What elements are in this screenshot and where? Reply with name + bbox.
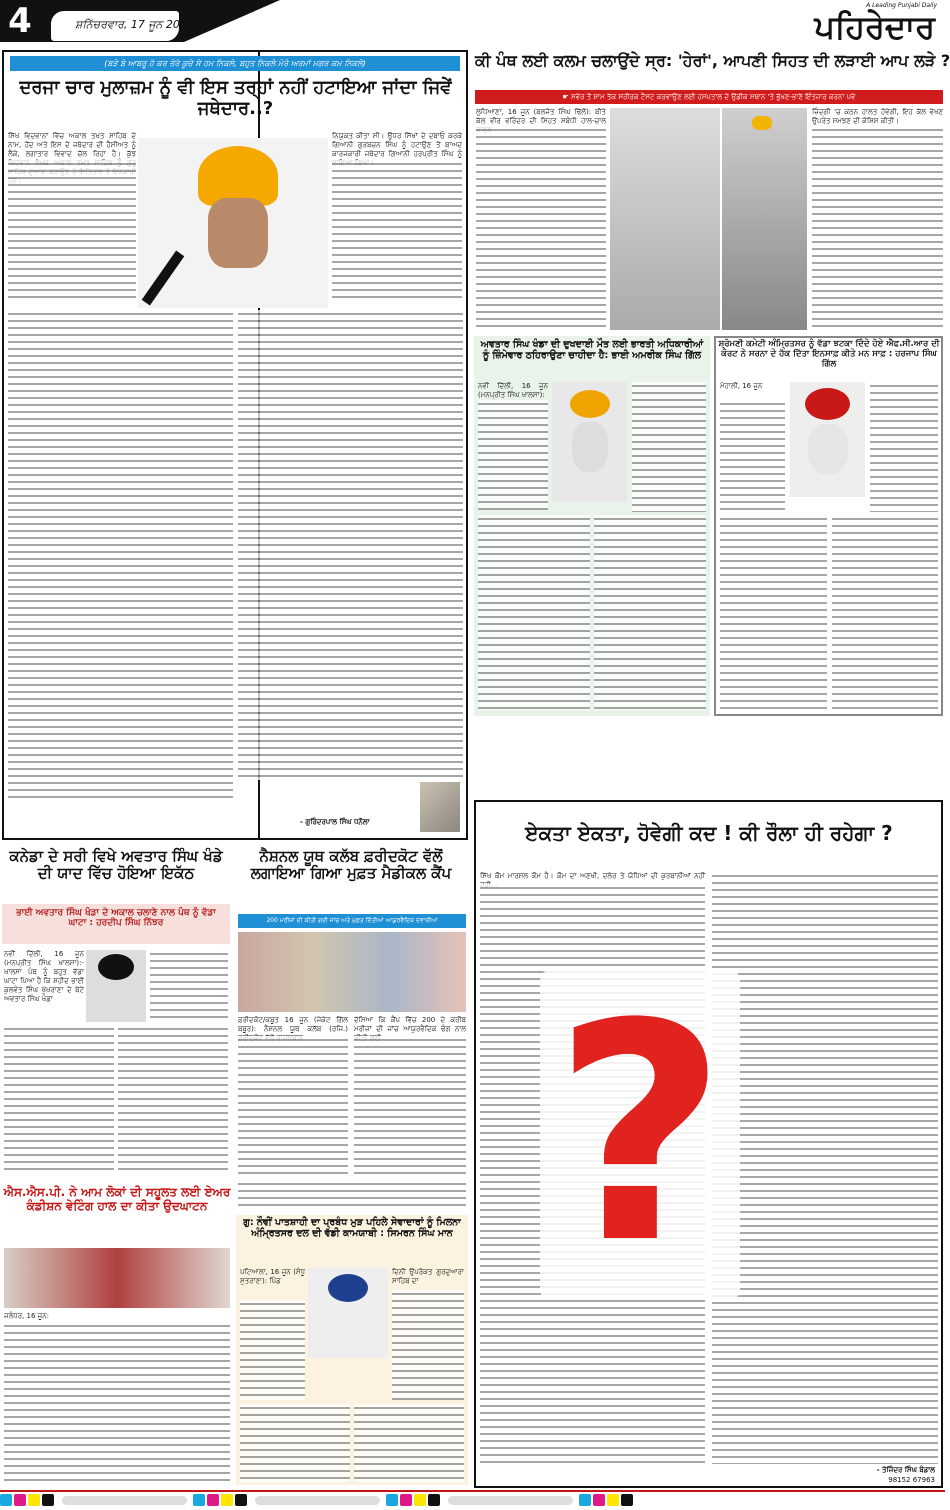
text-column (238, 1180, 466, 1210)
turban (98, 954, 134, 980)
text-column (712, 872, 938, 1464)
headline: ਐਸ.ਐਸ.ਪੀ. ਨੇ ਆਮ ਲੋਕਾਂ ਦੀ ਸਹੂਲਤ ਲਈ ਏਅਰ ਕੰਡੀਸ਼ਨ ਵੇਟਿੰਗ ਹਾਲ ਦਾ ਕੀਤਾ ਉਦਘਾਟਨ (3, 1185, 231, 1213)
quote-banner: (ਬੜੇ ਬੇ ਆਬਰੂ ਹੋ ਕਰ ਤੇਰੇ ਕੂਚੇ ਸੇ ਹਮ ਨਿਕਲੇ, ਬਹੁਤ ਨਿਕਲੇ ਮੇਰੇ ਅਰਮਾਂ ਮਗਰ ਕਮ ਨਿਕਲੇ) (10, 56, 460, 71)
tagline: A Leading Punjabi Daily (866, 2, 937, 9)
text-column (478, 515, 590, 710)
headline: ਅਵਤਾਰ ਸਿੰਘ ਖੰਡਾ ਦੀ ਦੁਖਦਾਈ ਮੌਤ ਲਈ ਭਾਰਤੀ ਅਧਿਕਾਰੀਆਂ ਨੂੰ ਜ਼ਿੰਮੇਵਾਰ ਠਹਿਰਾਉਣਾ ਚਾਹੀਦਾ ਹੈ: ਭਾਈ ਅਮਰੀਕ ਸਿੰਘ ਗਿੱਲ (480, 339, 704, 361)
text-column (476, 126, 606, 331)
photo-hospital-2 (722, 108, 807, 330)
text-column (238, 310, 463, 780)
gray-bar (62, 1496, 187, 1505)
text-column (832, 515, 938, 710)
text-column (238, 1036, 348, 1176)
cmyk-swatches (579, 1491, 635, 1510)
page-header (0, 0, 945, 48)
text-column (812, 126, 943, 331)
body-text: ਸਿੱਖ ਕੌਮ ਮਾਰਸ਼ਲ ਕੌਮ ਹੈ। ਕੌਮ ਦਾ ਅਣਖੀ, ਦਲੇਰ ਤੇ ਯੋਧਿਆਂ ਦੀ ਕੁਰਬਾਨੀਆਂ ਨਹੀਂ (480, 872, 705, 880)
text-column (8, 310, 233, 800)
beard (808, 424, 848, 474)
turban (570, 390, 610, 418)
headline: ਦਰਜਾ ਚਾਰ ਮੁਲਾਜ਼ਮ ਨੂੰ ਵੀ ਇਸ ਤਰ੍ਹਾਂ ਨਹੀਂ ਹਟਾਇਆ ਜਾਂਦਾ ਜਿਵੇਂ ਜਥੇਦਾਰ..? (19, 77, 452, 119)
text-column (150, 950, 228, 1022)
headline: ਨੈਸ਼ਨਲ ਯੂਥ ਕਲੱਬ ਫ਼ਰੀਦਕੋਟ ਵੱਲੋਂ ਲਗਾਇਆ ਗਿਆ ਮੁਫ਼ਤ ਮੈਡੀਕਲ ਕੈਂਪ (250, 847, 452, 883)
phone: 98152 67963 (888, 1476, 935, 1484)
text-column (870, 382, 938, 512)
headline: ਸ਼੍ਰੋਮਣੀ ਕਮੇਟੀ ਅੰਮ੍ਰਿਤਸਰ ਨੂੰ ਵੱਡਾ ਝਟਕਾ ਦਿੰਦੇ ਹੋਏ ਐਫ.ਸੀ.ਆਰ ਦੀ ਕੋਰਟ ਨੇ ਸਰਨਾ ਦੇ ਹੱਕ ਦਿੱਤਾ ਇਨਸਾਫ਼ ਕੀਤੇ ਮਨ ਸਾਫ਼ : ਹਰਜਾਪ ਸਿੰਘ ਗਿੱਲ (718, 339, 940, 369)
microphone-icon (142, 251, 185, 306)
headline: ਕਨੇਡਾ ਦੇ ਸਰੀ ਵਿਖੇ ਅਵਤਾਰ ਸਿੰਘ ਖੰਡੇ ਦੀ ਯਾਦ ਵਿੱਚ ਹੋਇਆ ਇਕੱਠ (9, 847, 223, 883)
turban (752, 116, 772, 130)
text-column (240, 1300, 305, 1400)
gray-bar (448, 1496, 573, 1505)
date: ਸ਼ਨਿੱਚਰਵਾਰ, 17 ਜੂਨ 2023 (75, 18, 194, 31)
text-column (632, 382, 706, 512)
text-column (354, 1404, 464, 1482)
body-text: ਸਿੱਖ ਵਿਦਵਾਨਾਂ ਵਿੱਚ ਅਕਾਲ ਤਖ਼ਤ ਸਾਹਿਬ ਦੇ ਨਾਮ, ਹੋਂਦ ਅਤੇ ਇਸ ਦੇ ਜਥੇਦਾਰ ਦੀ ਹੈਸੀਅਤ ਨੂੰ ਲੈਕੇ, ਲਗਾਤਾਰ ਵਿਵਾਦ ਚੱਲ ਰਿਹਾ ਹੈ। ਕੁੱਝ (8, 132, 136, 158)
cmyk-swatches (386, 1491, 442, 1510)
body-text: ਮੋਹਾਲੀ, 16 ਜੂਨ (720, 382, 763, 390)
face (208, 198, 268, 268)
headline: ਕੀ ਪੰਥ ਲਈ ਕਲਮ ਚਲਾਉਂਦੇ ਸ੍ਰ: 'ਹੇਰਾਂ', ਆਪਣੀ ਸਿਹਤ ਦੀ ਲੜਾਈ ਆਪ ਲੜੇ ? (475, 51, 950, 70)
text-column (8, 160, 136, 300)
byline: - ਤੇਜਿੰਦਰ ਸਿੰਘ ਬੰਡਾਲ (876, 1466, 935, 1474)
text-column (240, 1404, 350, 1482)
color-registration-bar (0, 1494, 945, 1507)
turban (328, 1274, 368, 1302)
headline: ਗੁ: ਨੌਵੀਂ ਪਾਤਸ਼ਾਹੀ ਦਾ ਪ੍ਰਬੰਧ ਮੁੜ ਪਹਿਲੇ ਸੇਵਾਦਾਰਾਂ ਨੂੰ ਮਿਲਨਾ ਅੰਮ੍ਰਿਤਸਰ ਦਲ ਦੀ ਵੱਡੀ ਕਾਮਯਾਬੀ : ਸਿਮਰਨ ਸਿੰਘ ਮਾਨ (243, 1217, 461, 1239)
text-column (4, 1025, 114, 1175)
body-text: ਨਿਯੁਕਤ ਕੀਤਾ ਸੀ। ਉਧਰ ਸਿੱਖਾਂ ਦੇ ਦਬਾਓ ਕਰਕੇ ਗਿਆਨੀ ਗੁਰਬਚਨ ਸਿੰਘ ਨੂੰ ਹਟਾਉਣ ਤੋਂ ਬਾਅਦ ਕਾਰਜਕਾਰੀ ਜਥੇਦਾਰ ਗਿਆਨੀ ਹਰਪ੍ਰੀਤ ਸਿੰਘ ਨੂੰ (332, 132, 462, 158)
body-text: ਨਵੀਂ ਦਿੱਲੀ, 16 ਜੂਨ (ਮਨਪ੍ਰੀਤ ਸਿੰਘ ਖਾਲਸਾ):- ਖਾਲਸਾ ਪੰਥ ਨੂੰ ਬਹੁਤ ਵੱਡਾ ਘਾਟਾ ਪਿਆ ਹੈ ਕਿ ਸ਼ਹੀਦ ਭਾਈ ਕੁਲਵੰਤ ਸਿੰਘ ਖੁੱਖਰਾਣਾ ਦੇ ਬੇਟੇ ਅਵਤਾਰ ਸਿੰਘ ਖੰਡਾ (4, 950, 84, 1003)
author-photo (420, 782, 460, 832)
text-column (720, 400, 785, 510)
body-text: ਦਿਨੀਂ ਉਪਰੋਕਤ ਗੁਰਦੁਆਰਾ ਸਾਹਿਬ ਦਾ (392, 1268, 464, 1285)
gray-bar (255, 1496, 380, 1505)
subhead: ਭਾਈ ਅਵਤਾਰ ਸਿੰਘ ਖੰਡਾ ਦੇ ਅਕਾਲ ਚਲਾਣੇ ਨਾਲ ਪੰਥ ਨੂੰ ਵੱਡਾ ਘਾਟਾ : ਹਰਦੀਪ ਸਿੰਘ ਨਿੱਝਰ (2, 904, 230, 944)
body-text: ਨਵੀਂ ਦਿੱਲੀ, 16 ਜੂਨ (ਮਨਪ੍ਰੀਤ ਸਿੰਘ ਖਾਲਸਾ): (478, 382, 548, 399)
text-column (354, 1036, 466, 1176)
cmyk-swatches (193, 1491, 249, 1510)
text-column (594, 515, 706, 710)
byline: - ਗੁਰਿੰਦਰਪਾਲ ਸਿੰਘ ਧਨੌਲਾ (300, 818, 370, 826)
photo-simranjit-singh-mann (308, 1268, 388, 1358)
page-number: 4 (0, 0, 40, 42)
text-column (332, 160, 462, 300)
body-text: ਜਲੰਧਰ, 16 ਜੂਨ: (4, 1312, 49, 1320)
text-column (392, 1290, 464, 1400)
body-text: ਦੱਸਿਆ ਕਿ ਕੈਂਪ ਵਿੱਚ 200 ਦੇ ਕਰੀਬ ਮਰੀਜ਼ਾਂ ਦੀ ਜਾਂਚ ਆਯੁਰਵੈਦਿਕ ਢੰਗ ਨਾਲ (354, 1016, 466, 1033)
photo-harjap-singh (790, 382, 865, 497)
logo: ਪਹਿਰੇਦਾਰ (814, 8, 935, 46)
photo-hospital-1 (610, 108, 720, 330)
headline: ਏਕਤਾ ਏਕਤਾ, ਹੋਵੇਗੀ ਕਦ ! ਕੀ ਰੌਲਾ ਹੀ ਰਹੇਗਾ ? (525, 821, 893, 845)
text-column (118, 1025, 228, 1175)
photo-amrik-singh (552, 382, 627, 502)
cmyk-swatches (0, 1491, 56, 1510)
question-mark-graphic: ? (540, 970, 740, 1300)
photo-jathedar (138, 138, 328, 308)
photo-waiting-hall (4, 1248, 230, 1308)
turban (805, 388, 850, 420)
text-column (720, 515, 827, 710)
text-column (4, 1322, 230, 1482)
beard (572, 422, 608, 472)
body-text: ਪਟਿਆਲਾ, 16 ਜੂਨ (ਸੰਧੂ ਸੁਤਰਾਣਾ): ਪਿੰਡ (240, 1268, 305, 1285)
camp-banner: 200 ਮਰੀਜ਼ਾਂ ਦੀ ਕੀਤੀ ਗਈ ਜਾਂਚ ਅਤੇ ਮੁਫ਼ਤ ਦਿੱਤੀਆਂ ਆਯੁਰਵੈਦਿਕ ਦਵਾਈਆਂ (238, 914, 466, 928)
subhead-bar: ☛ ਸਵੇਰ ਤੋਂ ਸ਼ਾਮ ਤੱਕ ਸਰੀਰਕ ਟੈਸਟ ਕਰਵਾਉਣ ਲਈ ਹਸਪਤਾਲ ਦੇ ਉਡੀਕ ਸਥਾਨ 'ਤੇ ਭੁੱਖਣ-ਭਾਣੇ ਇੰਤਜ਼ਾਰ ਕਰਨਾ ਪਵੇ (475, 90, 943, 104)
turban (198, 146, 278, 206)
body-text: ਜ਼ਿੰਦਗੀ 'ਚ ਕਠਨ ਹਾਲਤ ਹੋਵੇਗੀ, ਇਹ ਕੱਲ ਵੇਖਣ ਉਪਰੰਤ ਸਮਝਣ ਦੀ ਕੋਸ਼ਿਸ਼ ਕੀਤੀ। (812, 108, 943, 125)
footer-rule (0, 1490, 945, 1492)
body-text: ਲੁਧਿਆਣਾ, 16 ਜੂਨ (ਬਲਜੋਤ ਸਿੰਘ ਢਿੱਲੋਂ): ਬੀਤੇ ਕੱਲ ਵੀਰ ਵਰਿੰਦਰ ਦੀ ਸਿਹਤ ਸਬੰਧੀ ਹਾਲ-ਚਾਲ (476, 108, 606, 125)
body-text: ਫ਼ਰੀਦਕੋਟ/ਕਬੂਤ 16 ਜੂਨ (ਜੇਕੇਟ ਗਿੱਲ ਬਬੂਰ): ਨੈਸ਼ਨਲ ਯੂਥ ਕਲੱਬ (ਰਜਿ.) (238, 1016, 348, 1033)
photo-medical-camp (238, 932, 466, 1012)
text-column (478, 400, 548, 510)
photo-avtar-singh-khanda (86, 950, 146, 1022)
